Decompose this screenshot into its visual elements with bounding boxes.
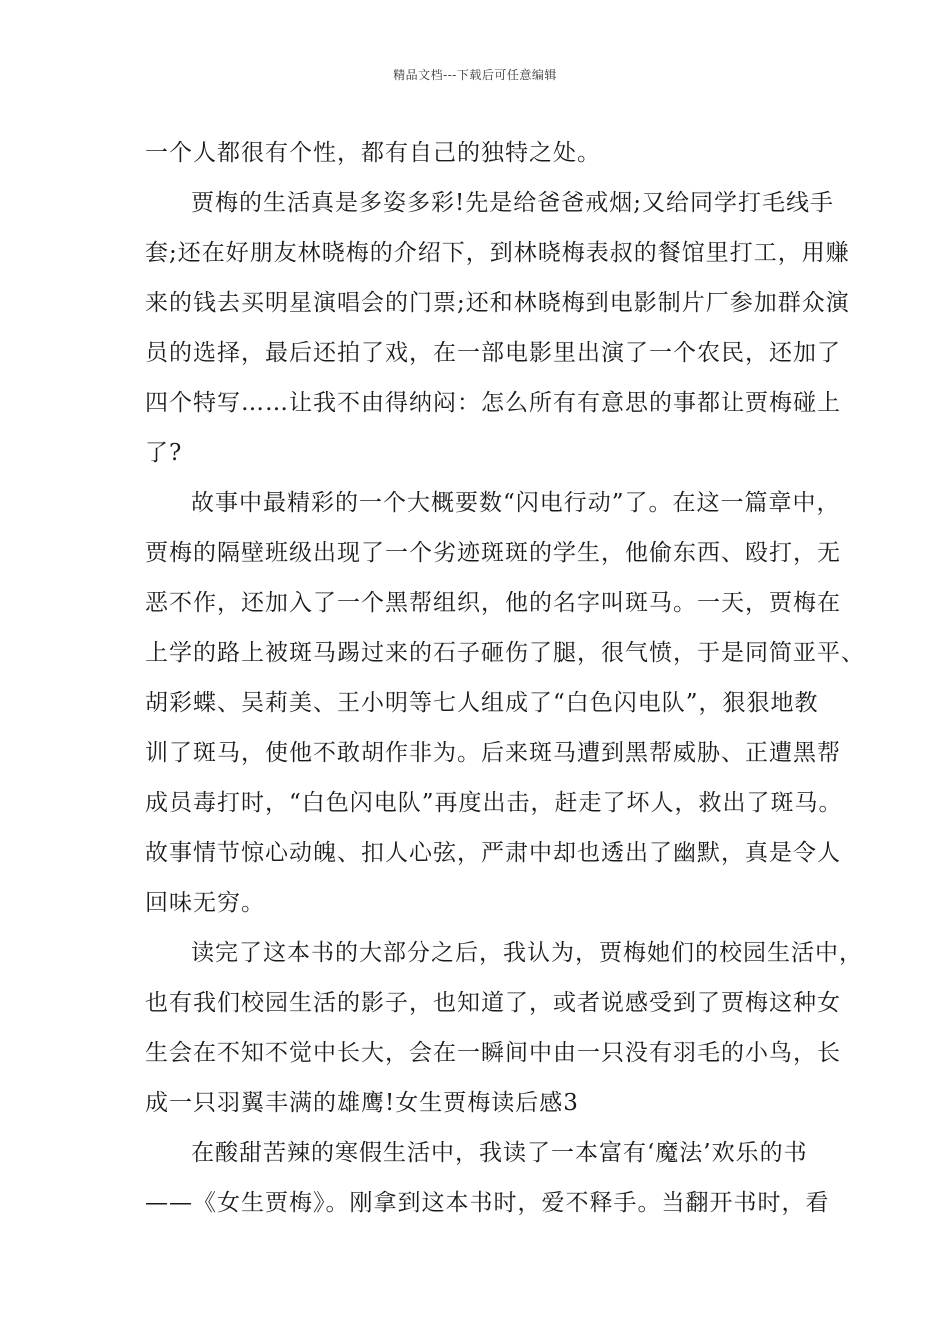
text-line: 一个人都很有个性，都有自己的独特之处。: [145, 140, 601, 166]
text-line: 读完了这本书的大部分之后，我认为，贾梅她们的校园生活中，: [191, 940, 863, 966]
text-line: 训了斑马，使他不敢胡作非为。后来斑马遭到黑帮威胁、正遭黑帮: [145, 740, 841, 766]
text-line: 套;还在好朋友林晓梅的介绍下，到林晓梅表叔的餐馆里打工，用赚: [145, 240, 850, 266]
page-header: 精品文档---下载后可任意编辑: [393, 68, 557, 82]
text-line: 恶不作，还加入了一个黑帮组织，他的名字叫斑马。一天，贾梅在: [145, 590, 841, 616]
text-line: 四个特写……让我不由得纳闷：怎么所有有意思的事都让贾梅碰上: [145, 390, 841, 416]
text-line: 生会在不知不觉中长大，会在一瞬间中由一只没有羽毛的小鸟，长: [145, 1040, 841, 1066]
text-line: 贾梅的隔壁班级出现了一个劣迹斑斑的学生，他偷东西、殴打，无: [145, 540, 841, 566]
text-line: 了?: [145, 440, 183, 466]
text-line: 上学的路上被斑马踢过来的石子砸伤了腿，很气愤，于是同简亚平、: [145, 640, 865, 666]
text-line: 成一只羽翼丰满的雄鹰!女生贾梅读后感3: [145, 1090, 579, 1116]
text-line: 员的选择，最后还拍了戏，在一部电影里出演了一个农民，还加了: [145, 340, 841, 366]
text-line: 贾梅的生活真是多姿多彩!先是给爸爸戒烟;又给同学打毛线手: [191, 190, 834, 216]
text-line: 来的钱去买明星演唱会的门票;还和林晓梅到电影制片厂参加群众演: [145, 290, 850, 316]
text-line: 胡彩蝶、吴莉美、王小明等七人组成了“白色闪电队”，狠狠地教: [145, 690, 819, 716]
text-line: ——《女生贾梅》。刚拿到这本书时，爱不释手。当翻开书时，看: [145, 1190, 830, 1216]
text-line: 回味无穷。: [145, 890, 265, 916]
text-line: 成员毒打时，“白色闪电队”再度出击，赶走了坏人，救出了斑马。: [145, 790, 843, 816]
text-line: 故事中最精彩的一个大概要数“闪电行动”了。在这一篇章中，: [191, 490, 841, 516]
text-line: 在酸甜苦辣的寒假生活中，我读了一本富有‘魔法’欢乐的书: [191, 1140, 808, 1166]
text-line: 故事情节惊心动魄、扣人心弦，严肃中却也透出了幽默，真是令人: [145, 840, 841, 866]
text-line: 也有我们校园生活的影子，也知道了，或者说感受到了贾梅这种女: [145, 990, 841, 1016]
